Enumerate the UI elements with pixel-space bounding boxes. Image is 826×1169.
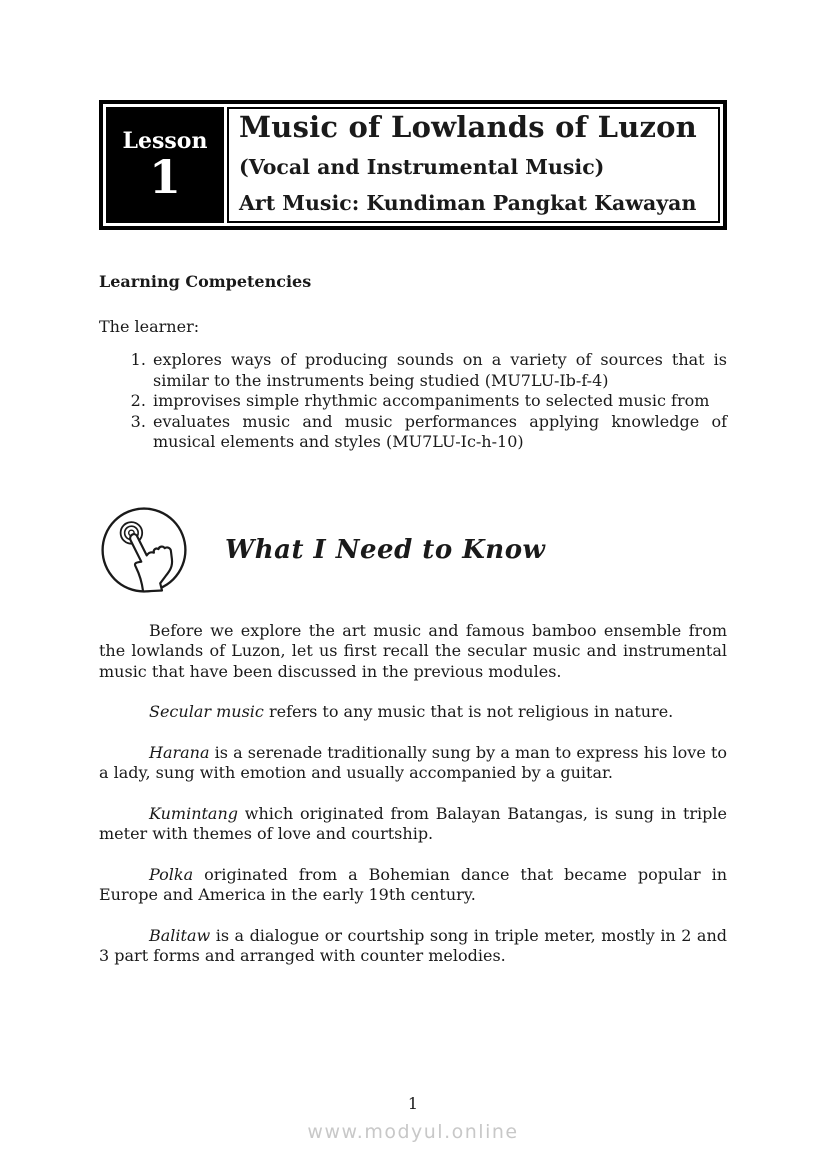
lesson-number-box — [106, 107, 224, 223]
page-number: 1 — [407, 1094, 419, 1113]
competencies-list — [99, 350, 727, 453]
body-text — [99, 621, 727, 967]
competency-item: 1. explores ways of producing sounds on a variety of sources that is similar to the instruments being studied (MU7LU-Ib-f-4) — [151, 350, 727, 391]
paragraph-intro — [99, 621, 727, 683]
touch-gesture-icon — [99, 505, 189, 595]
competencies-heading: Learning Competencies — [99, 272, 312, 291]
competencies-intro: The learner: — [99, 317, 200, 336]
paragraph-text: is a serenade traditionally sung by a man to express his love to a lady, sung with emotion and usually accompanied by a guitar. — [99, 742, 727, 782]
paragraph-balitaw — [99, 926, 727, 967]
competency-item: 3. evaluates music and music performances applying knowledge of musical elements and styles (MU7LU-Ic-h-10) — [151, 412, 727, 453]
section-header — [99, 505, 727, 595]
competency-item: 2. improvises simple rhythmic accompaniments to selected music from — [151, 391, 727, 412]
paragraph-polka — [99, 865, 727, 906]
lesson-title-box — [227, 107, 720, 223]
paragraph-lead: Balitaw — [149, 925, 211, 945]
paragraph-text: is a dialogue or courtship song in triple meter, mostly in 2 and 3 part forms and arranged with counter melodies. — [99, 925, 727, 965]
lesson-subtitle-2: Art Music: Kundiman Pangkat Kawayan — [239, 191, 697, 216]
watermark: www.modyul.online — [307, 1121, 519, 1143]
section-title: What I Need to Know — [225, 534, 546, 565]
paragraph-text: which originated from Balayan Batangas, is sung in triple meter with themes of love and courtship. — [99, 803, 727, 843]
paragraph-lead: Secular music — [149, 702, 264, 721]
paragraph-lead: Kumintang — [149, 803, 239, 823]
lesson-number: 1 — [148, 149, 181, 204]
paragraph-lead: Polka — [149, 864, 194, 884]
paragraph-lead: Harana — [149, 742, 210, 762]
paragraph-text: Before we explore the art music and famous bamboo ensemble from the lowlands of Luzon, let us first recall the secular music and instrumental music that have been discussed in the previous modules. — [99, 620, 727, 681]
paragraph-text: originated from a Bohemian dance that became popular in Europe and America in the early 19th century. — [99, 864, 727, 904]
paragraph-kumintang — [99, 804, 727, 845]
lesson-title: Music of Lowlands of Luzon — [239, 110, 697, 144]
paragraph-harana — [99, 743, 727, 784]
lesson-banner — [99, 100, 727, 230]
paragraph-text: refers to any music that is not religious in nature. — [263, 702, 674, 721]
lesson-label: Lesson — [122, 127, 208, 154]
paragraph-secular-music — [99, 702, 727, 723]
lesson-subtitle-1: (Vocal and Instrumental Music) — [239, 155, 605, 180]
